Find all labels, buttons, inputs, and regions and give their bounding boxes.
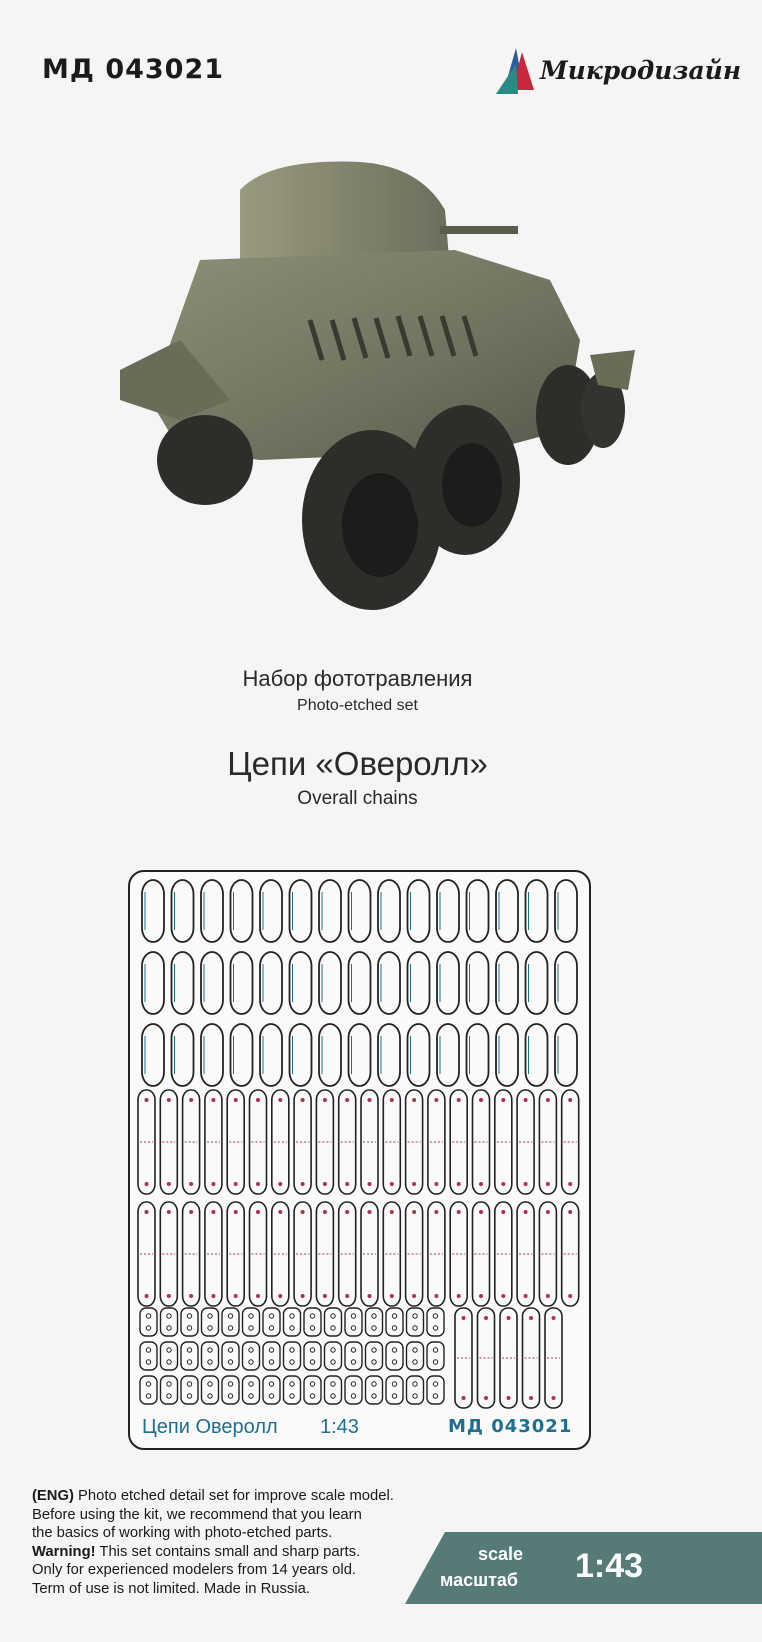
small-link	[161, 1308, 178, 1336]
small-link	[386, 1376, 403, 1404]
small-link	[263, 1342, 280, 1370]
small-link	[222, 1376, 239, 1404]
set-type-ru: Набор фототравления	[242, 666, 473, 691]
small-link	[427, 1376, 444, 1404]
small-link	[304, 1308, 321, 1336]
fret-scale: 1:43	[320, 1416, 359, 1438]
small-link	[263, 1376, 280, 1404]
scale-label-ru: масштаб	[440, 1570, 519, 1590]
small-link	[427, 1308, 444, 1336]
notice-text	[32, 1487, 452, 1599]
small-link	[243, 1342, 260, 1370]
small-link	[263, 1308, 280, 1336]
small-link	[304, 1342, 321, 1370]
product-name-ru: Цепи «Оверолл»	[227, 745, 488, 782]
armored-car-photo	[110, 150, 670, 630]
brand-triangle-icon	[496, 48, 534, 94]
set-type-en: Photo-etched set	[297, 697, 418, 714]
brand-name: Микродизайн	[540, 56, 742, 85]
small-link	[366, 1376, 383, 1404]
small-link	[202, 1376, 219, 1404]
scale-value: 1:43	[575, 1547, 644, 1585]
small-link	[140, 1308, 157, 1336]
small-link	[325, 1308, 342, 1336]
small-link	[325, 1342, 342, 1370]
small-link	[345, 1308, 362, 1336]
small-link	[345, 1376, 362, 1404]
small-link	[345, 1342, 362, 1370]
small-link	[407, 1342, 424, 1370]
small-link	[325, 1376, 342, 1404]
small-link	[202, 1342, 219, 1370]
small-link	[243, 1376, 260, 1404]
notice-line-4: This set contains small and sharp parts.	[99, 1543, 361, 1560]
small-link	[304, 1376, 321, 1404]
small-link	[284, 1376, 301, 1404]
small-link	[222, 1342, 239, 1370]
small-link	[161, 1376, 178, 1404]
small-link	[284, 1308, 301, 1336]
small-link	[140, 1376, 157, 1404]
small-link	[181, 1376, 198, 1404]
warning-tag: Warning!	[32, 1543, 96, 1560]
small-link	[222, 1308, 239, 1336]
small-link	[140, 1342, 157, 1370]
small-link	[181, 1342, 198, 1370]
scale-label-en: scale	[478, 1544, 524, 1564]
notice-line-1: Photo etched detail set for improve scale model.	[78, 1488, 394, 1504]
product-code: МД 043021	[42, 54, 225, 85]
fret-title: Цепи Оверолл	[142, 1416, 278, 1438]
small-link	[161, 1342, 178, 1370]
notice-line-5: Only for experienced modelers from 14 years old.	[32, 1562, 357, 1579]
fret-code: МД 043021	[448, 1416, 573, 1437]
small-link	[427, 1342, 444, 1370]
small-link	[202, 1308, 219, 1336]
notice-line-3: the basics of working with photo-etched parts.	[32, 1525, 333, 1542]
notice-line-6: Term of use is not limited. Made in Russia.	[32, 1580, 310, 1597]
small-link	[243, 1308, 260, 1336]
notice-line-2: Before using the kit, we recommend that you learn	[32, 1506, 362, 1523]
small-link	[366, 1342, 383, 1370]
eng-tag: (ENG)	[32, 1488, 74, 1504]
small-link	[386, 1342, 403, 1370]
small-link	[181, 1308, 198, 1336]
product-name-en: Overall chains	[297, 788, 418, 809]
small-link	[366, 1308, 383, 1336]
small-link	[407, 1376, 424, 1404]
small-link	[284, 1342, 301, 1370]
small-link	[407, 1308, 424, 1336]
small-link	[386, 1308, 403, 1336]
photo-etch-fret	[128, 870, 591, 1450]
fret-parts	[130, 872, 593, 1452]
